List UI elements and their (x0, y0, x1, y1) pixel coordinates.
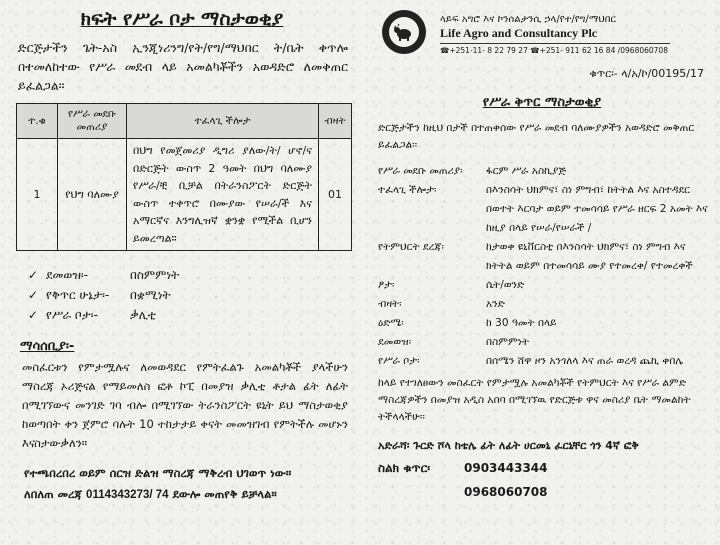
right-intro: ድርጅታችን ከዚህ በታች በተጠቀሰው የሥራ መደብ ባለሙያዎችን አወዳድሮ መቅጠር ይፈልጋል፡፡ (378, 122, 695, 151)
field-value: በእንስሳት ህክምና፣ ስነ ምግብ፣ ከትትል እና አስተዳደር በወተት እርባታ ወይም ተመሳሳይ የሥራ ዘርፍ 2 አመት እና ከዚያ በላይ የሠራ/የሠራች / (486, 184, 708, 234)
job-table (16, 103, 352, 251)
header-requirements: ተፈላጊ ችሎታ (127, 104, 319, 139)
left-intro: ድርጅታችን ጌት-አስ ኢንጂነሪንግ/የት/የግ/ማህበር ት/ቤት ቀጥሎ በተመለከተው የሥራ መደብ ላይ አመልካቾችን አወዳድሮ ለመቅጠር ይፈልጋል። (18, 40, 348, 93)
field-label: የሥራ መደቡ መጠሪያ፡ (378, 165, 463, 177)
application-note: ከላይ የተገለፀውን መስፈርት የምታሟሉ አመልካቾች የትምህርት እና የሥራ ልምድ ማስረጃዎችን በመያዝ አዲስ አበባ በሚገኘዉ የድርጅቱ ዋና መስሪያ ቤት ማመልከት ትችላላችሁ፡፡ (378, 377, 691, 423)
field-row (378, 181, 710, 238)
phone-number-1: 0903443344 (464, 461, 548, 475)
field-value: ከታወቀ ዩኒቨርስቲ በእንስሳት ህክምና፣ ስነ ምግብ እና ክትትል ወይም በተመሳሳይ ሙያ የተመረቀ/ የተመረቀች (486, 241, 693, 272)
header-count: ብዛት (319, 104, 352, 139)
field-label: ተፈላጊ ችሎታ፡ (378, 184, 437, 196)
header-position: የሥራ መደቡ መጠሪያ (58, 104, 127, 139)
company-name-amharic: ላይፍ አግሮ እና ኮንሰልታንሲ ኃላ/የተ/የግ/ማህበር (440, 14, 616, 25)
field-label: የትምህርት ደረጃ፡ (378, 241, 444, 253)
field-value: በሰሜን ሸዋ ዞን አንጎለላ እና ጠራ ወረዳ ጨኪ ቀበሌ (486, 355, 684, 367)
field-row (378, 162, 710, 181)
field-row (378, 276, 710, 295)
field-row (378, 314, 710, 333)
table-row (17, 139, 352, 251)
row-position: የህግ ባለሙያ (58, 139, 127, 251)
meta-label: የሥራ ቦታ፡- (46, 307, 98, 322)
field-label: ብዛት፡ (378, 298, 402, 310)
meta-value: ቃሊቲ (130, 307, 156, 322)
letterhead-text (440, 10, 670, 55)
right-title: የሥራ ቅጥር ማስታወቂያ (482, 95, 602, 110)
row-no: 1 (17, 139, 58, 251)
field-row (378, 238, 710, 276)
company-name-english: Life Agro and Consultancy Plc (440, 26, 598, 40)
job-fields (374, 162, 710, 371)
header-no: ተ.ቁ (17, 104, 58, 139)
phone-label: ስልክ ቁጥር፡ (378, 461, 431, 475)
field-value: በስምምነት (486, 336, 530, 348)
phone-row (378, 456, 710, 480)
field-value: ፋርም ሥራ አስኪያጅ (486, 165, 567, 177)
meta-location (28, 305, 352, 325)
field-row (378, 352, 710, 371)
check-icon: ✓ (28, 288, 39, 302)
field-label: ፆታ፡ (378, 279, 395, 291)
cow-icon (389, 17, 419, 47)
field-label: ደመወዝ፡ (378, 336, 412, 348)
job-table-header (17, 104, 352, 139)
footer-warning: የተጫበረበረ ወይም ሰርዝ ድልዝ ማስረጃ ማቅረብ ህገወጥ ነው። (24, 466, 292, 480)
left-title: ክፍት የሥራ ቦታ ማስታወቂያ (80, 8, 284, 30)
meta-employment (28, 285, 352, 305)
footer-phone: 0114343273/ 74 (86, 489, 169, 501)
row-count: 01 (319, 139, 352, 251)
field-label: የሥራ ቦታ፡ (378, 355, 420, 367)
field-row (378, 295, 710, 314)
field-label: ዕድሜ፡ (378, 317, 404, 329)
meta-label: የቅጥር ሁኔታ፡- (46, 287, 110, 302)
field-value: ሴት/ወንድ (486, 279, 525, 291)
address: አድራሻ፡ ጉርድ ሾላ ከቴሌ ፊት ለፊት ሀርመኒ ፈርኒቸር ጎን 4ኛ ፎቅ (378, 439, 639, 452)
notice-body: መስፈርቱን የምታሟሉና ለመወዳደር የምትፈልጉ አመልካቾች ያላችሁን ማስረጃ ኦሪጅናል የማይመለስ ፎቶ ኮፒ በመያዝ ቃሊቲ ቶታል ፊት ለፊት በሚገኘውና መንገድ ገባ ብሎ በሚገኘው ትራንስፖርት ዩኒት ይህ ማስታወቂያ ከወጣበት ቀን ጀምሮ ባሉት 10 ተከታታይ ቀናት መመዝገብ የምትችሉ መሆኑን እናስታውቃለን። (22, 360, 348, 450)
left-meta (28, 265, 352, 325)
check-icon: ✓ (28, 268, 39, 282)
footer-contact (24, 484, 352, 506)
check-icon: ✓ (28, 308, 39, 322)
row-requirements: በህግ የመጀመሪያ ዲግሪ ያለው/ት/ ሆኖ/ና በድርጅት ውስጥ 2 ዓመት በህግ ባለሙያ የሥራ/ቺ ቢቻል በትራንስፖርት ድርጅት ውስጥ ተቀጥሮ በሙያው የሠራ/ች እና አማርኛና እንግሊዝኛ ቋንቋ የሚችል ቢሆን ይመረጣል። (127, 139, 319, 251)
phone-number-2: 0968060708 (464, 485, 548, 499)
meta-value: በቋሚነት (130, 287, 171, 302)
footer-contact-tail: ደውሎ መጠየቅ ይቻላል። (172, 487, 277, 501)
field-value: ከ 30 ዓመት በላይ (486, 317, 557, 329)
field-value: አንድ (486, 298, 505, 310)
reference-number: ቁጥር፡- ላ/አ/ኮ/00195/17 (589, 67, 704, 80)
footer-contact-text: ለበለጠ መረጃ (24, 487, 83, 501)
meta-salary (28, 265, 352, 285)
notice-heading: ማሳሰቢያ፡- (20, 339, 75, 354)
letterhead-divider (440, 43, 670, 44)
right-advertisement (364, 0, 720, 545)
company-logo (382, 10, 426, 54)
company-phone: ☎+251-11- 8 22 79 27 ☎+251- 911 62 16 84 /0968060708 (440, 46, 668, 55)
meta-value: በስምምነት (130, 267, 180, 282)
field-row (378, 333, 710, 352)
meta-label: ደመወዝ፡- (46, 267, 89, 282)
letterhead (382, 10, 710, 55)
left-footer (24, 463, 352, 506)
